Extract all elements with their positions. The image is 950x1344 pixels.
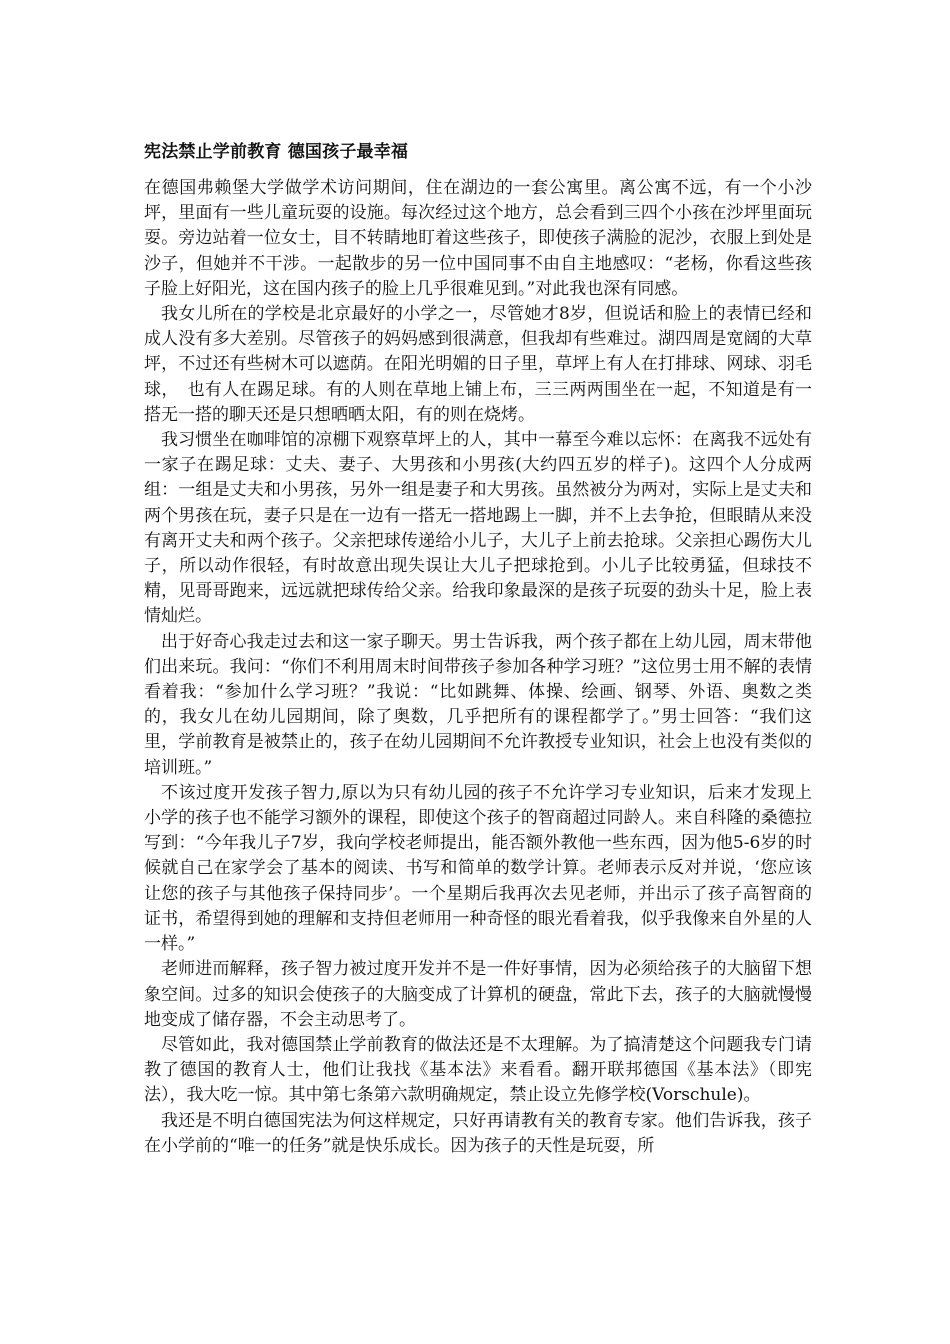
paragraph: 尽管如此，我对德国禁止学前教育的做法还是不太理解。为了搞清楚这个问题我专门请教了德国的教育人士，他们让我找《基本法》来看看。翻开联邦德国《基本法》（即宪法），我大吃一惊。其中第七条第六款明确规定，禁止设立先修学校(Vorschule)。 bbox=[144, 1034, 812, 1106]
document-body bbox=[144, 140, 812, 1159]
paragraph: 我习惯坐在咖啡馆的凉棚下观察草坪上的人，其中一幕至今难以忘怀：在离我不远处有一家子在踢足球：丈夫、妻子、大男孩和小男孩(大约四五岁的样子)。这四个人分成两组：一组是丈夫和小男孩，另外一组是妻子和大男孩。虽然被分为两对，实际上是丈夫和两个男孩在玩，妻子只是在一边有一搭无一搭地踢上一脚，并不上去争抢，但眼睛从来没有离开丈夫和两个孩子。父亲把球传递给小儿子，大儿子上前去抢球。父亲担心踢伤大儿子，所以动作很轻，有时故意出现失误让大儿子把球抢到。小儿子比较勇猛，但球技不精，见哥哥跑来，远远就把球传给父亲。给我印象最深的是孩子玩耍的劲头十足，脸上表情灿烂。 bbox=[144, 430, 812, 627]
paragraph: 我女儿所在的学校是北京最好的小学之一，尽管她才8岁，但说话和脸上的表情已经和成人没有多大差别。尽管孩子的妈妈感到很满意，但我却有些难过。湖四周是宽阔的大草坪，不过还有些树木可以遮荫。在阳光明媚的日子里，草坪上有人在打排球、网球、羽毛球， 也有人在踢足球。有的人则在草地上铺上布，三三两两围坐在一起，不知道是有一搭无一搭的聊天还是只想晒晒太阳，有的则在烧烤。 bbox=[144, 304, 812, 425]
paragraph: 我还是不明白德国宪法为何这样规定，只好再请教有关的教育专家。他们告诉我，孩子在小学前的“唯一的任务”就是快乐成长。因为孩子的天性是玩耍，所 bbox=[144, 1110, 812, 1156]
document-title: 宪法禁止学前教育 德国孩子最幸福 bbox=[144, 142, 409, 162]
paragraph: 出于好奇心我走过去和这一家子聊天。男士告诉我，两个孩子都在上幼儿园，周末带他们出来玩。我问：“你们不利用周末时间带孩子参加各种学习班？”这位男士用不解的表情看着我：“参加什么学习班？”我说：“比如跳舞、体操、绘画、钢琴、外语、奥数之类的，我女儿在幼儿园期间，除了奥数，几乎把所有的课程都学了。”男士回答：“我们这里，学前教育是被禁止的，孩子在幼儿园期间不允许教授专业知识，社会上也没有类似的培训班。” bbox=[144, 631, 812, 778]
paragraph: 老师进而解释，孩子智力被过度开发并不是一件好事情，因为必须给孩子的大脑留下想象空间。过多的知识会使孩子的大脑变成了计算机的硬盘，常此下去，孩子的大脑就慢慢地变成了储存器，不会主动思考了。 bbox=[144, 959, 812, 1030]
paragraph: 在德国弗赖堡大学做学术访问期间，住在湖边的一套公寓里。离公寓不远，有一个小沙坪，里面有一些儿童玩耍的设施。每次经过这个地方，总会看到三四个小孩在沙坪里面玩耍。旁边站着一位女士，目不转睛地盯着这些孩子，即使孩子满脸的泥沙，衣服上到处是沙子，但她并不干涉。一起散步的另一位中国同事不由自主地感叹：“老杨，你看这些孩子脸上好阳光，这在国内孩子的脸上几乎很难见到。”对此我也深有同感。 bbox=[144, 178, 812, 299]
paragraph: 不该过度开发孩子智力,原以为只有幼儿园的孩子不允许学习专业知识，后来才发现上小学的孩子也不能学习额外的课程，即使这个孩子的智商超过同龄人。来自科隆的桑德拉写到：“今年我儿子7岁，我向学校老师提出，能否额外教他一些东西，因为他5-6岁的时候就自己在家学会了基本的阅读、书写和简单的数学计算。老师表示反对并说，‘您应该让您的孩子与其他孩子保持同步’。一个星期后我再次去见老师，并出示了孩子高智商的证书，希望得到她的理解和支持但老师用一种奇怪的眼光看着我，似乎我像来自外星的人一样。” bbox=[144, 782, 812, 955]
